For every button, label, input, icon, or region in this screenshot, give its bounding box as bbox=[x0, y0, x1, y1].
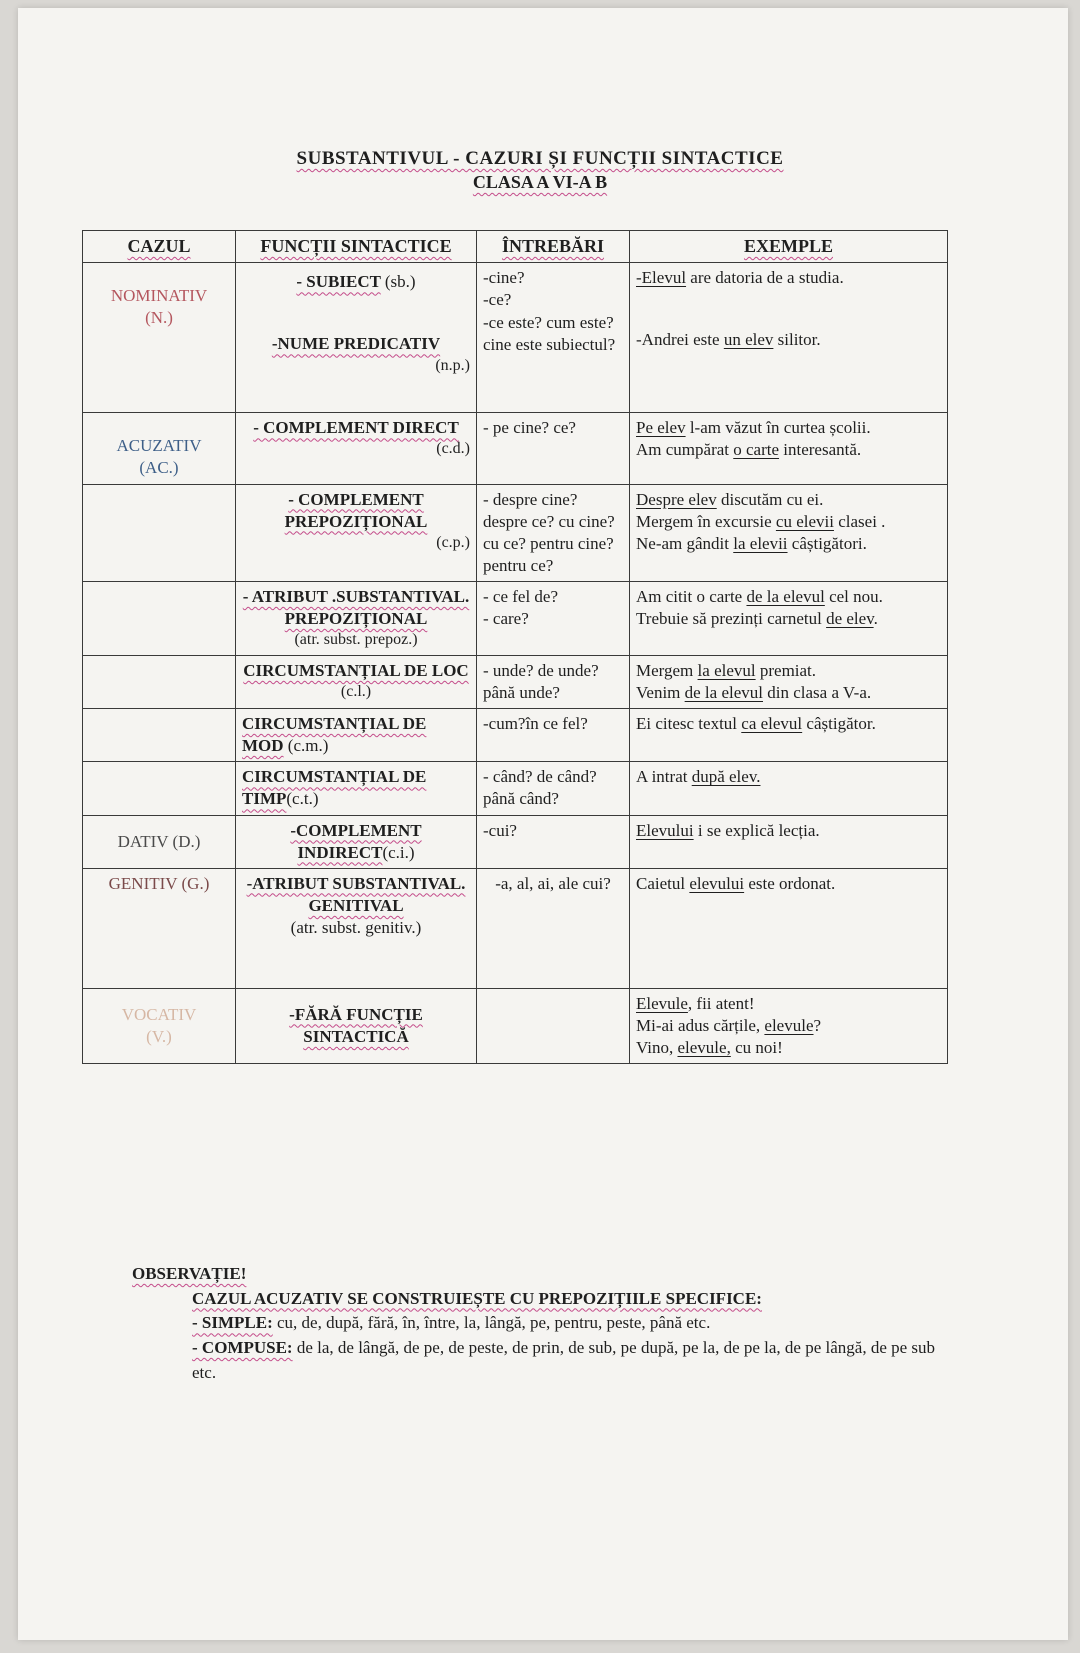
function-cell: CIRCUMSTANȚIAL DE LOC (c.l.) bbox=[236, 655, 477, 708]
question-cell: - ce fel de? - care? bbox=[477, 581, 630, 655]
simple-prepositions: - SIMPLE: cu, de, după, fără, în, între, la, lângă, pe, pentru, peste, până etc. bbox=[192, 1313, 711, 1333]
table-row bbox=[83, 762, 948, 815]
observation-rule: CAZUL ACUZATIV SE CONSTRUIEȘTE CU PREPOZIȚIILE SPECIFICE: bbox=[192, 1288, 762, 1308]
table-row bbox=[83, 263, 948, 413]
table-row bbox=[83, 868, 948, 988]
function-cell: - COMPLEMENT DIRECT (c.d.) bbox=[236, 413, 477, 484]
function-cell: -ATRIBUT SUBSTANTIVAL. GENITIVAL (atr. subst. genitiv.) bbox=[236, 868, 477, 988]
question-cell: - unde? de unde? până unde? bbox=[477, 655, 630, 708]
example-cell: Caietul elevului este ordonat. bbox=[630, 868, 948, 988]
header-case: CAZUL bbox=[83, 231, 236, 263]
header-examples: EXEMPLE bbox=[630, 231, 948, 263]
title-block bbox=[0, 148, 1080, 193]
function-cell: - ATRIBUT .SUBSTANTIVAL. PREPOZIȚIONAL (atr. subst. prepoz.) bbox=[236, 581, 477, 655]
example-cell: Ei citesc textul ca elevul câștigător. bbox=[630, 709, 948, 762]
question-cell: -cui? bbox=[477, 815, 630, 868]
function-cell: - SUBIECT (sb.) -NUME PREDICATIV (n.p.) bbox=[236, 263, 477, 413]
header-questions: ÎNTREBĂRI bbox=[477, 231, 630, 263]
question-cell: - despre cine? despre ce? cu cine? cu ce? pentru cine? pentru ce? bbox=[477, 484, 630, 581]
compound-prepositions: - COMPUSE: de la, de lângă, de pe, de peste, de prin, de sub, pe după, pe la, de pe la, de pe lângă, de pe sub etc. bbox=[192, 1337, 936, 1382]
function-cell: - COMPLEMENT PREPOZIȚIONAL (c.p.) bbox=[236, 484, 477, 581]
example-cell: Elevule, fii atent! Mi-ai adus cărțile, elevule? Vino, elevule, cu noi! bbox=[630, 988, 948, 1063]
question-cell: -cum?în ce fel? bbox=[477, 709, 630, 762]
table-row bbox=[83, 988, 948, 1063]
example-cell: -Elevul are datoria de a studia. -Andrei este un elev silitor. bbox=[630, 263, 948, 413]
case-dativ: DATIV (D.) bbox=[83, 815, 236, 868]
page-title: SUBSTANTIVUL - CAZURI ȘI FUNCȚII SINTACTICE bbox=[296, 148, 784, 169]
case-vocativ: VOCATIV (V.) bbox=[83, 988, 236, 1063]
example-cell: Am citit o carte de la elevul cel nou. Trebuie să prezinți carnetul de elev. bbox=[630, 581, 948, 655]
case-acuzativ: ACUZATIV (AC.) bbox=[83, 413, 236, 484]
table-row bbox=[83, 655, 948, 708]
case-genitiv: GENITIV (G.) bbox=[83, 868, 236, 988]
question-cell: -cine? -ce? -ce este? cum este? cine este subiectul? bbox=[477, 263, 630, 413]
example-cell: A intrat după elev. bbox=[630, 762, 948, 815]
table-row bbox=[83, 484, 948, 581]
question-cell: - când? de când? până când? bbox=[477, 762, 630, 815]
table-row bbox=[83, 709, 948, 762]
cases-table bbox=[82, 230, 948, 1064]
table-header-row bbox=[83, 231, 948, 263]
table-row bbox=[83, 413, 948, 484]
case-nominativ: NOMINATIV (N.) bbox=[83, 263, 236, 413]
header-functions: FUNCȚII SINTACTICE bbox=[236, 231, 477, 263]
example-cell: Pe elev l-am văzut în curtea școlii. Am cumpărat o carte interesantă. bbox=[630, 413, 948, 484]
example-cell: Elevului i se explică lecția. bbox=[630, 815, 948, 868]
page-subtitle: CLASA A VI-A B bbox=[472, 172, 608, 192]
question-cell bbox=[477, 988, 630, 1063]
function-cell: -COMPLEMENT INDIRECT(c.i.) bbox=[236, 815, 477, 868]
observation-block bbox=[132, 1262, 952, 1385]
table-row bbox=[83, 581, 948, 655]
function-cell: CIRCUMSTANȚIAL DE TIMP(c.t.) bbox=[236, 762, 477, 815]
question-cell: - pe cine? ce? bbox=[477, 413, 630, 484]
question-cell: -a, al, ai, ale cui? bbox=[477, 868, 630, 988]
table-row bbox=[83, 815, 948, 868]
observation-heading: OBSERVAȚIE! bbox=[132, 1264, 247, 1283]
example-cell: Mergem la elevul premiat. Venim de la elevul din clasa a V-a. bbox=[630, 655, 948, 708]
function-cell: -FĂRĂ FUNCȚIE SINTACTICĂ bbox=[236, 988, 477, 1063]
example-cell: Despre elev discutăm cu ei. Mergem în excursie cu elevii clasei . Ne-am gândit la elevii câștigători. bbox=[630, 484, 948, 581]
function-cell: CIRCUMSTANȚIAL DE MOD (c.m.) bbox=[236, 709, 477, 762]
